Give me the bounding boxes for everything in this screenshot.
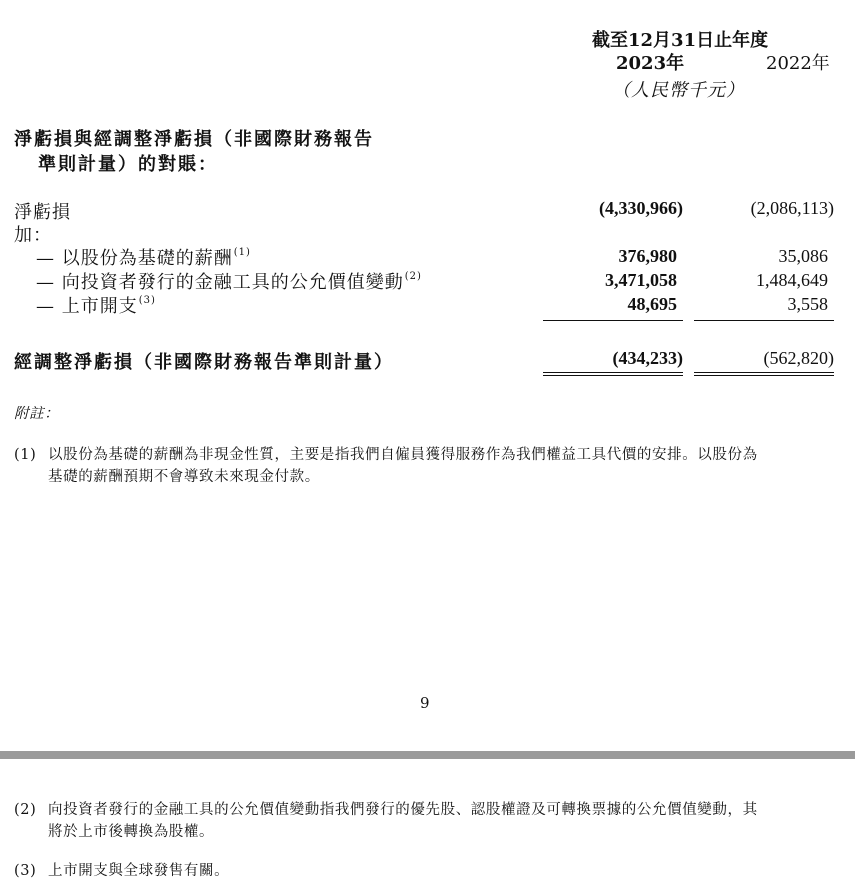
period-header: 截至12月31日止年度 <box>592 30 769 51</box>
footnote-ref-1: (1) <box>233 247 251 258</box>
note-2-line2: 將於上市後轉換為股權。 <box>48 824 215 840</box>
column-2023: 2023年 <box>616 53 685 74</box>
row-fair-value-label: — 向投資者發行的金融工具的公允價值變動$^{(2)}$ <box>36 271 422 293</box>
row-share-comp-2023: 376,980 <box>618 246 677 266</box>
note-1-line1: 以股份為基礎的薪酬為非現金性質，主要是指我們自僱員獲得服務作為我們權益工具代價的安排。以股份為 <box>48 447 758 463</box>
column-2022: 2022年 <box>766 53 830 74</box>
note-2-line1: 向投資者發行的金融工具的公允價值變動指我們發行的優先股、認股權證及可轉換票據的公允價值變動，其 <box>48 802 758 818</box>
row-adjusted-2023: (434,233) <box>612 348 683 368</box>
subtotal-rule-2022 <box>694 320 834 321</box>
notes-heading: 附註： <box>14 406 60 422</box>
row-listing-label: — 上市開支$^{(3)}$ <box>36 295 156 317</box>
page-number: 9 <box>420 694 430 712</box>
row-net-loss-2023: (4,330,966) <box>599 198 683 218</box>
row-fair-value-2023: 3,471,058 <box>605 270 677 290</box>
row-add-label: 加： <box>14 225 52 246</box>
double-rule-2022-bottom <box>694 375 834 376</box>
note-3-line1: 上市開支與全球發售有關。 <box>48 863 230 879</box>
subtotal-rule-2023 <box>543 320 683 321</box>
double-rule-2023-bottom <box>543 375 683 376</box>
row-adjusted-2022: (562,820) <box>763 348 834 368</box>
note-1-number: (1) <box>14 447 37 463</box>
row-fair-value-2022: 1,484,649 <box>756 270 828 290</box>
footnote-ref-2: (2) <box>404 271 422 282</box>
section-title-line2: 準則計量）的對賬： <box>38 154 218 175</box>
row-listing-2023: 48,695 <box>627 294 677 314</box>
row-adjusted-label: 經調整淨虧損（非國際財務報告準則計量） <box>14 352 394 373</box>
double-rule-2023-top <box>543 372 683 373</box>
row-share-comp-2022: 35,086 <box>778 246 828 266</box>
footnote-ref-3: (3) <box>138 295 156 306</box>
row-share-comp-label: — 以股份為基礎的薪酬$^{(1)}$ <box>36 247 251 269</box>
page-separator <box>0 751 855 759</box>
double-rule-2022-top <box>694 372 834 373</box>
row-net-loss-2022: (2,086,113) <box>750 198 834 218</box>
note-3-number: (3) <box>14 863 37 879</box>
note-1-line2: 基礎的薪酬預期不會導致未來現金付款。 <box>48 469 320 485</box>
note-2-number: (2) <box>14 802 37 818</box>
row-listing-2022: 3,558 <box>787 294 828 314</box>
section-title-line1: 淨虧損與經調整淨虧損（非國際財務報告 <box>14 129 374 150</box>
currency-unit: （人民幣千元） <box>612 80 745 101</box>
row-net-loss-label: 淨虧損 <box>14 202 71 223</box>
